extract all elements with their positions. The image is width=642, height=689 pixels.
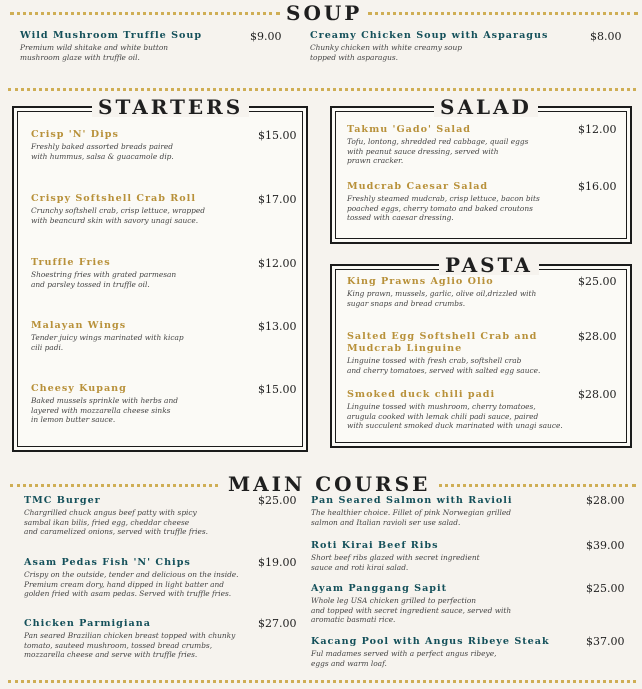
item-price: $19.00 <box>258 556 297 569</box>
item-description: Short beef ribs glazed with secret ingredient sauce and roti kirai salad. <box>311 553 480 572</box>
item-price: $12.00 <box>578 123 617 136</box>
menu-item <box>31 129 251 161</box>
item-description: Linguine tossed with mushroom, cherry tomatoes, arugula cooked with lemak chili padi sauce, paired with succulent smoked duck marinated with unagi sauce. <box>347 402 563 431</box>
menu-item <box>347 181 572 223</box>
item-name: TMC Burger <box>24 495 101 506</box>
item-name: Wild Mushroom Truffle Soup <box>20 30 203 41</box>
item-price: $15.00 <box>258 129 297 142</box>
item-price: $13.00 <box>258 320 297 333</box>
item-price: $27.00 <box>258 617 297 630</box>
item-description: Crunchy softshell crab, crisp lettuce, wrapped with beancurd skin with savory unagi sauce. <box>31 206 205 225</box>
item-description: Tender juicy wings marinated with kicap cili padi. <box>31 333 184 352</box>
item-description: Chargrilled chuck angus beef patty with spicy sambal ikan bilis, fried egg, cheddar cheese and caramelized onions, served with truffle fries. <box>24 508 208 537</box>
soup-divider <box>10 12 280 15</box>
menu-item <box>311 495 571 527</box>
main-course-heading: MAIN COURSE <box>222 474 436 494</box>
menu-item <box>347 276 572 308</box>
item-name-line2: Mudcrab Linguine <box>347 343 463 354</box>
item-name: Malayan Wings <box>31 320 127 331</box>
section-divider <box>8 88 636 91</box>
item-name: King Prawns Aglio Olio <box>347 276 494 287</box>
item-price: $39.00 <box>586 539 625 552</box>
main-divider <box>10 484 218 487</box>
menu-item <box>20 30 280 62</box>
item-price: $9.00 <box>250 30 282 43</box>
main-divider <box>426 484 636 487</box>
item-name: Chicken Parmigiana <box>24 618 151 629</box>
menu-item <box>31 193 256 225</box>
item-name: Asam Pedas Fish 'N' Chips <box>24 557 191 568</box>
item-price: $28.00 <box>586 494 625 507</box>
item-description: Crispy on the outside, tender and delicious on the inside. Premium cream dory, hand dipped in light batter and golden fried with asam pedas. Served with truffle fries. <box>24 570 239 599</box>
item-description: Baked mussels sprinkle with herbs and layered with mozzarella cheese sinks in lemon butter sauce. <box>31 396 178 425</box>
item-price: $28.00 <box>578 330 617 343</box>
menu-item <box>310 30 580 62</box>
item-name: Mudcrab Caesar Salad <box>347 181 489 192</box>
item-price: $28.00 <box>578 388 617 401</box>
menu-item <box>347 124 572 166</box>
item-name: Crisp 'N' Dips <box>31 129 119 140</box>
item-description: Premium wild shitake and white button mushroom glaze with truffle oil. <box>20 43 169 62</box>
item-price: $25.00 <box>586 582 625 595</box>
item-description: Whole leg USA chicken grilled to perfection and topped with secret ingredient sauce, served with aromatic basmati rice. <box>311 596 512 625</box>
item-name: Kacang Pool with Angus Ribeye Steak <box>311 636 550 647</box>
pasta-heading: PASTA <box>439 255 539 275</box>
item-name: Smoked duck chili padi <box>347 389 496 400</box>
menu-item <box>24 495 264 537</box>
salad-heading: SALAD <box>434 97 538 117</box>
item-description: Freshly steamed mudcrab, crisp lettuce, bacon bits poached eggs, cherry tomato and baked croutons tossed with caesar dressing. <box>347 194 540 223</box>
item-price: $8.00 <box>590 30 622 43</box>
item-description: The healthier choice. Fillet of pink Norwegian grilled salmon and Italian ravioli ser use salad. <box>311 508 511 527</box>
menu-item <box>311 583 571 625</box>
menu-item <box>31 257 251 289</box>
item-name: Salted Egg Softshell Crab and <box>347 331 538 342</box>
menu-item <box>31 383 251 425</box>
item-name: Pan Seared Salmon with Ravioli <box>311 495 513 506</box>
item-price: $25.00 <box>578 275 617 288</box>
item-price: $15.00 <box>258 383 297 396</box>
item-name: Ayam Panggang Sapit <box>311 583 448 594</box>
item-description: Pan seared Brazilian chicken breast topped with chunky tomato, sauteed mushroom, tossed bread crumbs, mozzarella cheese and serve with truffle fries. <box>24 631 236 660</box>
menu-item <box>311 636 581 668</box>
menu-item <box>31 320 251 352</box>
soup-heading: SOUP <box>280 3 368 23</box>
item-name: Truffle Fries <box>31 257 111 268</box>
item-name: Roti Kirai Beef Ribs <box>311 540 439 551</box>
starters-heading: STARTERS <box>92 97 249 117</box>
item-price: $16.00 <box>578 180 617 193</box>
menu-item <box>24 557 274 599</box>
item-description: Shoestring fries with grated parmesan and parsley tossed in truffle oil. <box>31 270 177 289</box>
item-price: $17.00 <box>258 193 297 206</box>
bottom-divider <box>8 680 636 683</box>
item-description: King prawn, mussels, garlic, olive oil,drizzled with sugar snaps and bread crumbs. <box>347 289 537 308</box>
soup-divider <box>368 12 638 15</box>
item-description: Freshly baked assorted breads paired with hummus, salsa & guacamole dip. <box>31 142 174 161</box>
menu-item <box>347 331 577 375</box>
item-name: Cheesy Kupang <box>31 383 127 394</box>
item-name: Takmu 'Gado' Salad <box>347 124 471 135</box>
item-description: Linguine tossed with fresh crab, softshell crab and cherry tomatoes, served with salted egg sauce. <box>347 356 541 375</box>
menu-item <box>311 540 571 572</box>
item-name: Creamy Chicken Soup with Asparagus <box>310 30 549 41</box>
menu-item <box>347 389 577 431</box>
item-name: Crispy Softshell Crab Roll <box>31 193 196 204</box>
menu-item <box>24 618 274 660</box>
item-description: Chunky chicken with white creamy soup topped with asparagus. <box>310 43 462 62</box>
item-description: Ful madames served with a perfect angus ribeye, eggs and warm loaf. <box>311 649 497 668</box>
item-price: $37.00 <box>586 635 625 648</box>
item-description: Tofu, lontong, shredded red cabbage, quail eggs with peanut sauce dressing, served with prawn cracker. <box>347 137 529 166</box>
item-price: $25.00 <box>258 494 297 507</box>
item-price: $12.00 <box>258 257 297 270</box>
